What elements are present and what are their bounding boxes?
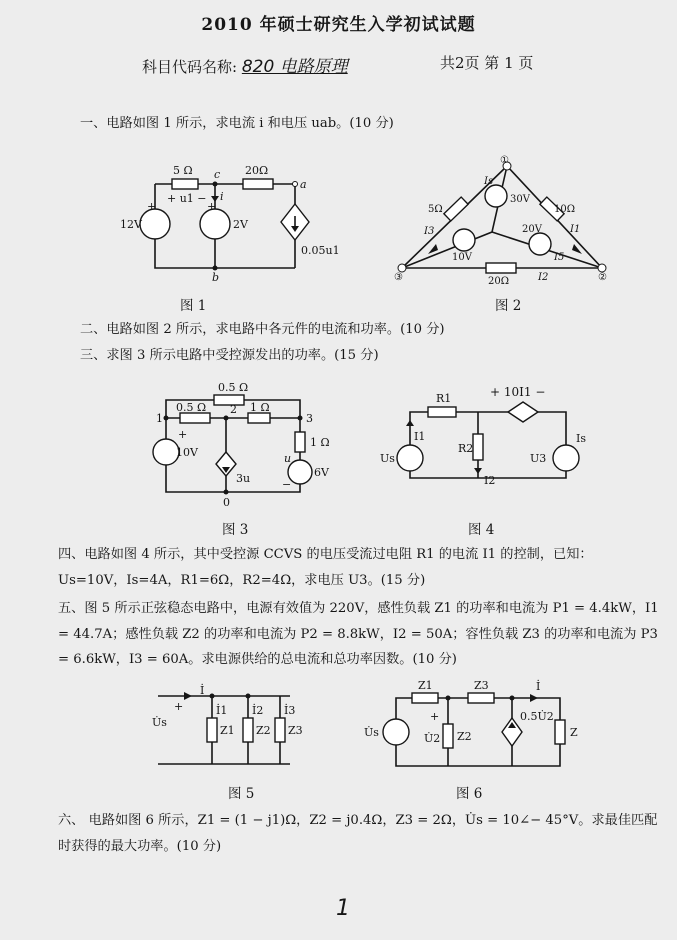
fig6-z1-label: Z1: [418, 679, 433, 692]
fig1-plus-2: +: [207, 200, 217, 213]
impedance-z2: [443, 724, 453, 748]
fig1-ccs-label: 0.05u1: [301, 244, 340, 257]
page-count: 共2页 第 1 页: [440, 54, 534, 72]
fig5-z3-label: Z3: [288, 724, 303, 737]
fig2-i1-label: I1: [570, 224, 581, 235]
fig6-z-label: Z: [570, 726, 578, 739]
fig6-i-label: İ: [536, 680, 541, 693]
fig6-z2-label: Z2: [457, 730, 472, 743]
fig3-rtop-label: 0.5 Ω: [218, 381, 249, 394]
voltage-source-6v: [288, 460, 312, 484]
subject-handwritten: 820 电路原理: [241, 57, 348, 77]
fig1-r1-label: 5 Ω: [173, 164, 193, 177]
fig3-r1a-label: 1 Ω: [250, 401, 270, 414]
voltage-source-10v: [453, 229, 475, 251]
fig1-vs2-label: 2V: [233, 218, 248, 231]
current-source-is: [553, 445, 579, 471]
resistor-5ohm: [172, 179, 198, 189]
fig3-node-2: 2: [230, 403, 237, 416]
fig2-i3-label: I3: [424, 226, 435, 237]
fig1-u1-label: + u1 −: [167, 192, 207, 205]
fig3-plus-label: +: [178, 428, 188, 441]
figure-5-caption: 图 5: [228, 786, 255, 802]
fig2-node-3: ③: [394, 272, 403, 283]
fig2-v20-label: 20V: [522, 224, 542, 235]
question-2: 二、电路如图 2 所示，求电路中各元件的电流和功率。(10 分): [80, 322, 445, 337]
fig2-node-1: ①: [500, 155, 509, 166]
ccvs-source: [508, 402, 538, 422]
fig2-v30-label: 30V: [510, 194, 530, 205]
fig3-node-0: 0: [223, 496, 230, 509]
figure-4: [378, 382, 598, 512]
fig6-u2-label: U̇2: [424, 732, 441, 745]
fig5-z2-label: Z2: [256, 724, 271, 737]
fig4-us-label: Us: [380, 452, 395, 465]
voltage-source-us: [397, 445, 423, 471]
resistor-20ohm: [243, 179, 273, 189]
voltage-source-us: [383, 719, 409, 745]
fig5-source-label: U̇s: [152, 716, 167, 729]
fig2-is-label: Is: [484, 176, 494, 187]
resistor-1ohm-a: [248, 413, 270, 423]
figure-5: [150, 686, 320, 776]
impedance-z1: [412, 693, 438, 703]
subject-label: 科目代码名称:: [142, 58, 238, 76]
figure-6-caption: 图 6: [456, 786, 483, 802]
subject-line: [142, 52, 348, 77]
fig1-plus-1: +: [147, 200, 157, 213]
fig4-i1-label: I1: [414, 430, 426, 443]
fig2-i2-label: I2: [538, 272, 549, 283]
fig4-i2-label: I2: [484, 474, 496, 487]
figure-2: [392, 152, 622, 287]
fig2-i5-label: I5: [554, 252, 565, 263]
fig2-node-2: ②: [598, 272, 607, 283]
voltage-source-20v: [529, 233, 551, 255]
load-impedance-z: [555, 720, 565, 744]
page-title: 2010 年硕士研究生入学初试试题: [201, 15, 476, 35]
figure-4-caption: 图 4: [468, 522, 495, 538]
resistor-r1: [428, 407, 456, 417]
impedance-z3: [468, 693, 494, 703]
fig1-vs1-label: 12V: [120, 218, 142, 231]
question-6: 六、 电路如图 6 所示，Z1 = (1 − j1)Ω，Z2 = j0.4Ω，Z3 = 2Ω，U̇s = 10∠− 45°V。求最佳匹配时获得的最大功率。(10 分): [58, 813, 658, 854]
fig6-z3-label: Z3: [474, 679, 489, 692]
impedance-z2: [243, 718, 253, 742]
fig4-ccvs-label: + 10I1 −: [490, 385, 546, 399]
fig5-z1-label: Z1: [220, 724, 235, 737]
fig1-current-label: i: [220, 190, 224, 203]
impedance-z1: [207, 718, 217, 742]
fig1-node-b: b: [212, 271, 220, 284]
current-source-is: [485, 185, 507, 207]
resistor-5ohm: [444, 197, 468, 221]
figure-6: [360, 680, 590, 780]
fig3-u-label: u: [284, 452, 292, 465]
question-3: 三、求图 3 所示电路中受控源发出的功率。(15 分): [80, 348, 379, 363]
question-5: 五、图 5 所示正弦稳态电路中，电源有效值为 220V，感性负载 Z1 的功率和电流为 P1 = 4.4kW，I1 = 44.7A；感性负载 Z2 的功率和电流为 P2 = 8.8kW，I2 = 50A；容性负载 Z3 的功率和电流为 P3 = 6.6kW，I3 = 60A。求电源供给的总电流和总功率因数。(10 分): [58, 601, 659, 667]
resistor-05ohm: [180, 413, 210, 423]
fig3-node-1: 1: [156, 412, 163, 425]
fig4-r1-label: R1: [436, 392, 452, 405]
figure-3-caption: 图 3: [222, 522, 249, 538]
resistor-top-05ohm: [214, 395, 244, 405]
fig2-r10-label: 10Ω: [554, 204, 576, 215]
page-number: 1: [336, 896, 350, 921]
fig5-i1-label: İ1: [216, 704, 228, 717]
fig4-is-label: Is: [576, 432, 586, 445]
figure-2-caption: 图 2: [495, 298, 522, 314]
resistor-20ohm: [486, 263, 516, 273]
fig1-node-c: c: [214, 168, 221, 181]
fig2-r5-label: 5Ω: [428, 204, 443, 215]
resistor-r2: [473, 434, 483, 460]
fig6-ccs-label: 0.5U̇2: [520, 710, 554, 723]
fig1-r2-label: 20Ω: [245, 164, 269, 177]
fig5-i-label: İ: [200, 684, 205, 697]
figure-3: [148, 380, 348, 520]
fig3-node-3: 3: [306, 412, 313, 425]
fig4-r2-label: R2: [458, 442, 474, 455]
fig4-u3-label: U3: [530, 452, 547, 465]
impedance-z3: [275, 718, 285, 742]
fig5-plus-label: +: [174, 700, 184, 713]
fig3-minus-label: −: [282, 478, 292, 491]
figure-1-caption: 图 1: [180, 298, 207, 314]
fig3-v10-label: 10V: [176, 446, 198, 459]
resistor-1ohm-b: [295, 432, 305, 452]
fig3-v6-label: 6V: [314, 466, 329, 479]
voltage-source-2v: [200, 209, 230, 239]
figure-1: [115, 160, 345, 310]
fig1-node-a: a: [300, 178, 307, 191]
fig2-r20-label: 20Ω: [488, 276, 510, 287]
fig3-r1b-label: 1 Ω: [310, 436, 330, 449]
fig3-r05-label: 0.5 Ω: [176, 401, 207, 414]
fig6-plus-label: +: [430, 710, 440, 723]
fig3-ccs-label: 3u: [236, 472, 251, 485]
fig2-v10-label: 10V: [452, 252, 472, 263]
fig5-i2-label: İ2: [252, 704, 264, 717]
fig6-us-label: U̇s: [364, 726, 379, 739]
question-4: 四、电路如图 4 所示，其中受控源 CCVS 的电压受流过电阻 R1 的电流 I1 的控制，已知：Us=10V，Is=4A，R1=6Ω，R2=4Ω，求电压 U3。(15 分): [58, 547, 593, 588]
voltage-source-12v: [140, 209, 170, 239]
question-1: 一、电路如图 1 所示，求电流 i 和电压 uab。(10 分): [80, 116, 394, 131]
fig5-i3-label: İ3: [284, 704, 296, 717]
